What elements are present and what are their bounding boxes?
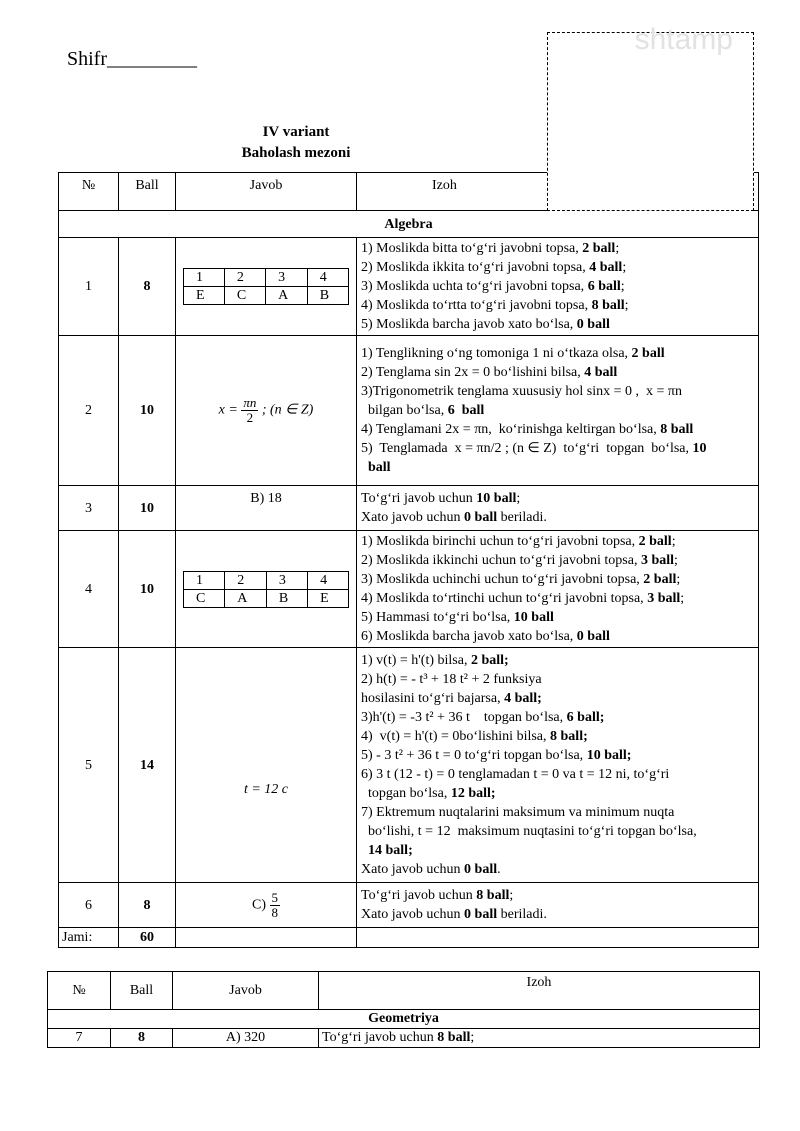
row-izoh [357, 336, 759, 486]
izoh-bold: 0 ball [576, 317, 610, 332]
izoh-text: 1) v(t) = h'(t) bilsa, [361, 653, 471, 668]
izoh-line [361, 508, 754, 527]
answer-fraction [270, 891, 281, 920]
izoh-text: bo‘lishi, t = 12 maksimum nuqtasini to‘g‘ri topgan bo‘lsa, [361, 824, 697, 839]
table-row [48, 1029, 760, 1048]
grid-head: 1 [184, 269, 225, 287]
total-label: Jami: [59, 928, 119, 948]
grid-value: A [266, 287, 308, 305]
izoh-text: 1) Tenglikning o‘ng tomoniga 1 ni o‘tkaza olsa, [361, 346, 632, 361]
izoh-end: beriladi. [497, 510, 547, 525]
row-answer [176, 648, 357, 883]
grid-value: B [266, 589, 307, 607]
grid-head: 2 [225, 571, 267, 589]
izoh-line [361, 784, 754, 803]
fraction-numerator: πn [243, 395, 257, 410]
izoh-line [361, 627, 754, 646]
col-ball-header: Ball [119, 173, 176, 211]
grid-head: 2 [224, 269, 265, 287]
grid-value: E [184, 287, 225, 305]
izoh-end: ; [470, 1030, 475, 1045]
izoh-text: 1) Moslikda bitta to‘g‘ri javobni topsa, [361, 241, 583, 256]
row-num: 5 [59, 648, 119, 883]
izoh-bold: 6 ball [587, 279, 621, 294]
izoh-line [361, 239, 754, 258]
izoh-line [361, 315, 754, 334]
table-row [59, 883, 759, 928]
izoh-text: 4) v(t) = h'(t) = 0bo‘lishini bilsa, [361, 729, 551, 744]
izoh-end: beriladi. [497, 907, 547, 922]
izoh-text: 2) h(t) = - t³ + 18 t² + 2 funksiya [361, 672, 542, 687]
row-ball: 10 [119, 336, 176, 486]
col-num-header: № [59, 173, 119, 211]
izoh-end: ; [671, 534, 676, 549]
izoh-text: 2) Moslikda ikkita to‘g‘ri javobni topsa, [361, 260, 590, 275]
table-row [59, 238, 759, 336]
izoh-line [361, 277, 754, 296]
izoh-bold: 3 ball [640, 553, 675, 568]
izoh-bold: 10 ball [476, 491, 517, 506]
grid-value: C [184, 589, 225, 607]
izoh-line [361, 689, 754, 708]
izoh-line [361, 420, 754, 439]
izoh-line [361, 746, 754, 765]
izoh-end: ; [516, 491, 521, 506]
izoh-line [361, 608, 754, 627]
izoh-bold: 4 ball [584, 365, 618, 380]
izoh-bold: 8 ball [476, 888, 510, 903]
izoh-bold: 2 ball [638, 534, 672, 549]
row-answer [176, 883, 357, 928]
izoh-line [361, 670, 754, 689]
izoh-bold: 4 ball; [504, 691, 542, 706]
izoh-line [361, 382, 754, 401]
izoh-text: 1) Moslikda birinchi uchun to‘g‘ri javobni topsa, [361, 534, 639, 549]
izoh-line [361, 727, 754, 746]
col-javob-header: Javob [176, 173, 357, 211]
grid-head: 4 [308, 571, 349, 589]
izoh-bold: 12 ball; [450, 786, 496, 801]
izoh-bold: 8 ball [437, 1030, 471, 1045]
fraction-denominator: 8 [271, 904, 278, 920]
col-ball-header: Ball [111, 972, 173, 1010]
header-row [48, 972, 760, 1010]
izoh-line [361, 439, 754, 458]
izoh-end: ; [509, 888, 514, 903]
row-num: 6 [59, 883, 119, 928]
izoh-text: hosilasini to‘g‘ri bajarsa, [361, 691, 505, 706]
shifr-label: Shifr_________ [67, 48, 197, 70]
izoh-line [361, 258, 754, 277]
izoh-line [361, 905, 754, 924]
izoh-text: 4) Tenglamani 2x = πn, ko‘rinishga keltirgan bo‘lsa, [361, 422, 661, 437]
geometry-table [47, 971, 760, 1048]
row-izoh [357, 648, 759, 883]
izoh-bold: 2 ball; [470, 653, 509, 668]
izoh-bold: 8 ball [660, 422, 694, 437]
col-izoh-header: Izoh [357, 173, 759, 211]
row-num: 7 [48, 1029, 111, 1048]
izoh-text: 7) Ektremum nuqtalarini maksimum va minimum nuqta [361, 805, 675, 820]
izoh-text: Xato javob uchun [361, 862, 465, 877]
stamp-box [547, 23, 754, 211]
row-num: 2 [59, 336, 119, 486]
izoh-line [361, 296, 754, 315]
table-row [59, 648, 759, 883]
fraction-denominator: 2 [246, 410, 254, 425]
section-row [48, 1010, 760, 1029]
grid-value: C [224, 287, 265, 305]
answer-fraction [241, 396, 258, 425]
row-izoh [357, 238, 759, 336]
izoh-bold: 0 ball [576, 629, 610, 644]
izoh-text: Xato javob uchun [361, 510, 465, 525]
izoh-bold: 0 ball [464, 862, 498, 877]
grid-head: 1 [184, 571, 225, 589]
izoh-text: 4) Moslikda to‘rtinchi uchun to‘g‘ri javobni topsa, [361, 591, 648, 606]
izoh-bold: 2 ball [582, 241, 616, 256]
izoh-text: 6) Moslikda barcha javob xato bo‘lsa, [361, 629, 577, 644]
izoh-line [361, 803, 754, 822]
izoh-bold: 0 ball [464, 510, 498, 525]
izoh-end: ; [680, 591, 685, 606]
variant-title: IV variant [262, 124, 330, 140]
izoh-end: ; [620, 279, 625, 294]
row-ball: 8 [119, 238, 176, 336]
izoh-text: To‘g‘ri javob uchun [361, 888, 477, 903]
izoh-end: ; [622, 260, 627, 275]
izoh-text [361, 843, 368, 858]
izoh-text: topgan bo‘lsa, [361, 786, 451, 801]
izoh-text [361, 460, 368, 475]
izoh-text: 4) Moslikda to‘rtta to‘g‘ri javobni topsa, [361, 298, 592, 313]
izoh-text: 2) Tenglama sin 2x = 0 bo‘lishini bilsa, [361, 365, 585, 380]
row-izoh [357, 486, 759, 531]
section-geometry: Geometriya [48, 1010, 760, 1029]
izoh-line [361, 401, 754, 420]
row-ball: 8 [111, 1029, 173, 1048]
izoh-bold: 6 ball [447, 403, 485, 418]
izoh-line [361, 570, 754, 589]
total-value: 60 [119, 928, 176, 948]
answer-value: t = 12 c [243, 782, 289, 797]
table-row [59, 486, 759, 531]
grid-head: 3 [266, 269, 308, 287]
answer-grid [183, 571, 349, 608]
izoh-end: ; [674, 553, 678, 568]
row-izoh [357, 883, 759, 928]
total-row [59, 928, 759, 948]
izoh-text: To‘g‘ri javob uchun [322, 1030, 438, 1045]
row-ball: 14 [119, 648, 176, 883]
izoh-text: bilgan bo‘lsa, [361, 403, 448, 418]
izoh-end: . [497, 862, 501, 877]
izoh-line [361, 489, 754, 508]
izoh-text: 5) Tenglamada x = πn/2 ; (n ∈ Z) to‘g‘ri topgan bo‘lsa, [361, 441, 693, 456]
algebra-table [58, 172, 759, 948]
row-ball: 8 [119, 883, 176, 928]
izoh-bold: 2 ball [643, 572, 677, 587]
izoh-end: ; [624, 298, 629, 313]
izoh-bold: 4 ball [589, 260, 623, 275]
row-answer: A) 320 [173, 1029, 319, 1048]
total-empty [357, 928, 759, 948]
izoh-line [361, 589, 754, 608]
grid-value: A [225, 589, 267, 607]
total-empty [176, 928, 357, 948]
izoh-bold: 10 [692, 441, 707, 456]
izoh-line [361, 886, 754, 905]
izoh-bold: 10 ball [513, 610, 554, 625]
izoh-text: 3)h'(t) = -3 t² + 36 t topgan bo‘lsa, [361, 710, 567, 725]
row-izoh [319, 1029, 760, 1048]
row-answer [176, 336, 357, 486]
row-answer: B) 18 [176, 486, 357, 531]
izoh-line [361, 765, 754, 784]
grid-value: B [307, 287, 348, 305]
izoh-text: 3) Moslikda uchta to‘g‘ri javobni topsa, [361, 279, 588, 294]
row-num: 4 [59, 531, 119, 648]
izoh-bold: 14 ball; [368, 843, 413, 858]
grid-head: 3 [266, 571, 307, 589]
izoh-line [361, 651, 754, 670]
col-izoh-header: Izoh [319, 972, 760, 1010]
izoh-line [361, 708, 754, 727]
izoh-text: 5) Moslikda barcha javob xato bo‘lsa, [361, 317, 577, 332]
fraction-numerator: 5 [271, 889, 278, 905]
izoh-bold: ball [368, 460, 391, 475]
izoh-line [361, 344, 754, 363]
izoh-text: To‘g‘ri javob uchun [361, 491, 477, 506]
grid-head: 4 [307, 269, 348, 287]
table-row [59, 531, 759, 648]
izoh-line [361, 458, 754, 477]
stamp-label: shtamp [634, 23, 733, 56]
col-num-header: № [48, 972, 111, 1010]
section-algebra: Algebra [59, 211, 759, 238]
row-izoh [357, 531, 759, 648]
izoh-bold: 6 ball; [566, 710, 605, 725]
row-ball: 10 [119, 531, 176, 648]
izoh-line [361, 363, 754, 382]
izoh-text: Xato javob uchun [361, 907, 465, 922]
izoh-bold: 0 ball [464, 907, 498, 922]
answer-lhs: x = [218, 402, 238, 418]
izoh-text: 2) Moslikda ikkinchi uchun to‘g‘ri javobni topsa, [361, 553, 641, 568]
izoh-line [361, 822, 754, 841]
izoh-bold: 8 ball; [550, 729, 588, 744]
grid-value: E [308, 589, 349, 607]
row-num: 1 [59, 238, 119, 336]
izoh-line [361, 551, 754, 570]
row-answer [176, 238, 357, 336]
answer-lhs: C) [252, 897, 266, 913]
row-answer [176, 531, 357, 648]
izoh-end: ; [615, 241, 620, 256]
subtitle: Baholash mezoni [241, 145, 351, 161]
izoh-text: 3) Moslikda uchinchi uchun to‘g‘ri javobni topsa, [361, 572, 644, 587]
izoh-end: ; [676, 572, 681, 587]
izoh-bold: 8 ball [591, 298, 625, 313]
section-row [59, 211, 759, 238]
izoh-bold: 3 ball [647, 591, 681, 606]
izoh-line [361, 841, 754, 860]
answer-rest: ; (n ∈ Z) [261, 402, 314, 418]
izoh-line [361, 532, 754, 551]
answer-grid [183, 268, 349, 305]
row-ball: 10 [119, 486, 176, 531]
row-num: 3 [59, 486, 119, 531]
izoh-text: 3)Trigonometrik tenglama xuususiy hol sinx = 0 , x = πn [361, 384, 683, 399]
col-javob-header: Javob [173, 972, 319, 1010]
izoh-text: 6) 3 t (12 - t) = 0 tenglamadan t = 0 va t = 12 ni, to‘g‘ri [361, 767, 670, 782]
izoh-text: 5) Hammasi to‘g‘ri bo‘lsa, [361, 610, 514, 625]
table-row [59, 336, 759, 486]
izoh-bold: 10 ball; [586, 748, 632, 763]
izoh-line [361, 860, 754, 879]
izoh-text: 5) - 3 t² + 36 t = 0 to‘g‘ri topgan bo‘lsa, [361, 748, 587, 763]
izoh-bold: 2 ball [631, 346, 665, 361]
